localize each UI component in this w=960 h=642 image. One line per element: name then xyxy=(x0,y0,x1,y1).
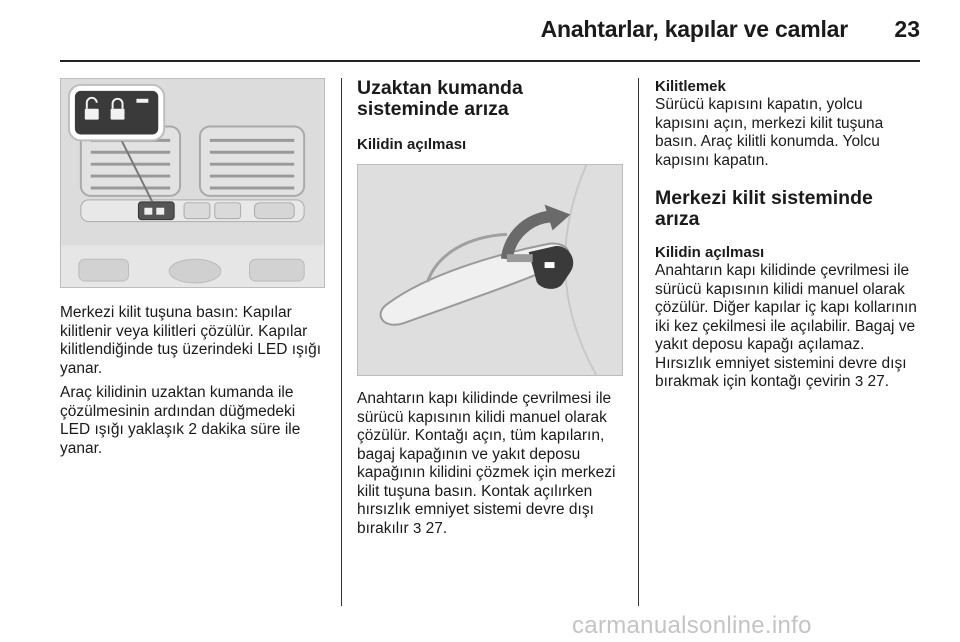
subheading: Kilidin açılması xyxy=(655,244,765,261)
section-heading: Merkezi kilit sisteminde arıza xyxy=(655,187,873,230)
page-reference: 27. xyxy=(425,519,448,537)
section-heading: Uzaktan kumanda sisteminde arıza xyxy=(357,77,523,120)
page-reference: 27. xyxy=(867,373,890,390)
paragraph-text: Anahtarın kapı kilidinde çevrilmesi ile sürücü kapısının kilidi manuel olarak çözülür. Kontağı açın, tüm kapıların, bagaj kapağının ve yakıt deposu kapağının kilidini çözmek için merkezi kilit tuşuna basın. Kontak açılırken hırsızlık emniyet sistemi devre dışı bırakılır xyxy=(357,390,616,537)
subheading: Kilidin açılması xyxy=(357,136,467,153)
air-vent-right xyxy=(200,127,304,196)
page-number: 23 xyxy=(894,16,920,42)
watermark: carmanualsonline.info xyxy=(572,612,812,639)
central-lock-button-illustration xyxy=(60,78,325,288)
paragraph-text: Anahtarın kapı kilidinde çevrilmesi ile sürücü kapısının kilidi manuel olarak çözülür. Diğer kapılar iç kapı kollarının iki kez çekilmesi ile açılabilir. Bagaj ve yakıt deposu kapağı açılamaz. Hırsızlık emniyet sistemini devre dışı bırakmak için kontağı çevirin xyxy=(655,262,917,390)
column-divider-1 xyxy=(341,78,342,606)
column-2 xyxy=(357,78,623,538)
header-rule xyxy=(60,60,920,62)
subheading: Kilitlemek xyxy=(655,78,726,95)
paragraph: Araç kilidinin uzaktan kumanda ile çözülmesinin ardından düğmedeki LED ışığı yaklaşık 2 dakika süre ile yanar. xyxy=(60,384,301,457)
paragraph xyxy=(357,390,623,538)
paragraph: Merkezi kilit tuşuna basın: Kapılar kilitlenir veya kilitleri çözülür. Kapılar kilitlendiğinde tuş üzerindeki LED ışığı yanar. xyxy=(60,304,322,377)
page-title: Anahtarlar, kapılar ve camlar xyxy=(540,16,848,42)
lock-button-callout xyxy=(69,85,164,140)
door-handle-key-illustration xyxy=(357,164,623,376)
led-indicator xyxy=(136,99,148,103)
column-3 xyxy=(655,78,921,392)
column-divider-2 xyxy=(638,78,639,606)
paragraph xyxy=(655,262,921,392)
ref-arrow: 3 xyxy=(413,519,422,537)
column-1 xyxy=(60,78,325,458)
paragraph: Sürücü kapısını kapatın, yolcu kapısını açın, merkezi kilit tuşuna basın. Araç kilitli konumda. Yolcu kapısını kapatın. xyxy=(655,96,884,169)
ref-arrow: 3 xyxy=(854,373,864,390)
